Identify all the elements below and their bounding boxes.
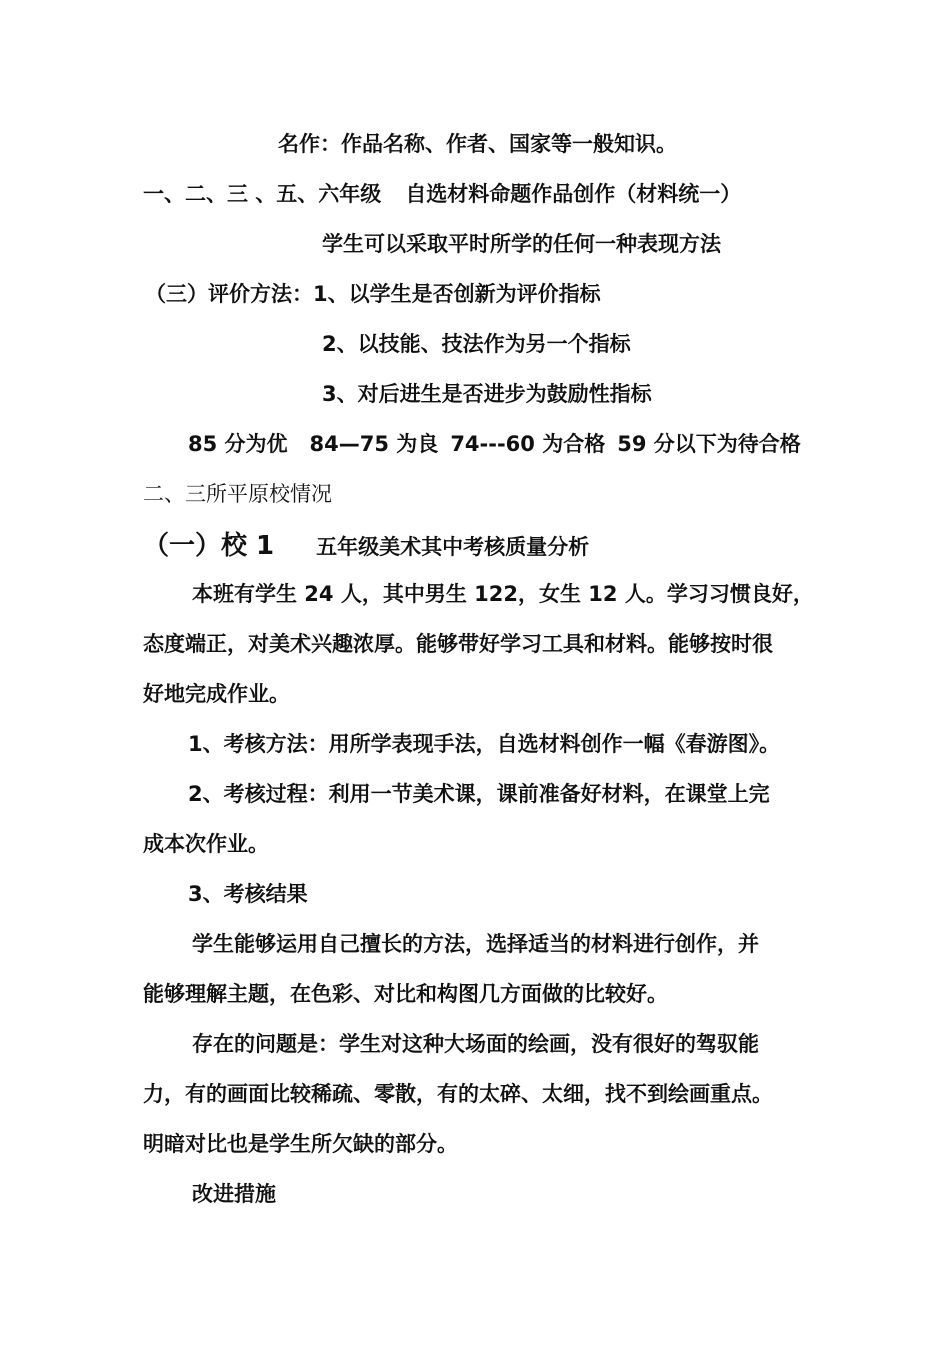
assessment-result-heading [188,880,308,908]
text: 2、考核过程：利用一节美术课，课前准备好材料，在课堂上完 [188,782,770,806]
line-grades-task [143,180,741,208]
text: 1、考核方法：用所学表现手法，自选材料创作一幅《春游图》。 [188,732,781,756]
criterion-1: 1、以学生是否创新为评价指标 [313,282,601,306]
school-label: （一）校 1 [143,531,275,561]
paragraph-line [192,580,814,608]
text: 名作：作品名称、作者、国家等一般知识。 [278,132,677,156]
line-eval-method-1 [145,280,601,308]
grade-good: 84—75 为良 [309,432,439,456]
text: 力，有的画面比较稀疏、零散，有的太碎、太细，找不到绘画重点。 [143,1082,773,1106]
grade-excellent: 85 分为优 [188,432,288,456]
text: 改进措施 [192,1182,276,1206]
analysis-title: 五年级美术其中考核质量分析 [316,535,590,559]
text: 学生可以采取平时所学的任何一种表现方法 [322,232,721,256]
subsection-heading-school-1 [143,530,589,562]
assessment-method [188,730,780,758]
text: 态度端正，对美术兴趣浓厚。能够带好学习工具和材料。能够按时很 [143,632,773,656]
assessment-process [188,780,770,808]
paragraph-line [143,830,269,858]
text: 成本次作业。 [143,832,269,856]
text: 学生能够运用自己擅长的方法，选择适当的材料进行创作，并 [192,932,759,956]
text: 本班有学生 24 人，其中男生 122，女生 12 人。学习习惯良好， [192,582,814,606]
line-criterion-2 [322,330,631,358]
paragraph-line [192,930,759,958]
text: 3、考核结果 [188,882,308,906]
text: 能够理解主题，在色彩、对比和构图几方面做的比较好。 [143,982,668,1006]
eval-heading: （三）评价方法： [145,282,313,306]
paragraph-line [143,1130,458,1158]
text: 明暗对比也是学生所欠缺的部分。 [143,1132,458,1156]
paragraph-line [143,630,773,658]
improvement-heading [192,1180,276,1208]
paragraph-line [143,680,290,708]
grade-pending: 59 分以下为待合格 [617,432,801,456]
text: 2、以技能、技法作为另一个指标 [322,332,631,356]
text: 存在的问题是：学生对这种大场面的绘画，没有很好的驾驭能 [192,1032,759,1056]
paragraph-line [143,980,668,1008]
grade-pass: 74---60 为合格 [450,432,606,456]
line-methods [322,230,721,258]
grades-label: 一、二、三 、五、六年级 [143,182,382,206]
text: 3、对后进生是否进步为鼓励性指标 [322,382,652,406]
paragraph-line [143,1080,773,1108]
text: 二、三所平原校情况 [143,482,332,506]
paragraph-line [192,1030,759,1058]
task-label: 自选材料命题作品创作（材料统一） [405,182,742,206]
line-criterion-3 [322,380,652,408]
section-heading-schools [143,480,332,508]
line-grading-scale [188,430,801,458]
text: 好地完成作业。 [143,682,290,706]
line-famous-works [278,130,677,158]
